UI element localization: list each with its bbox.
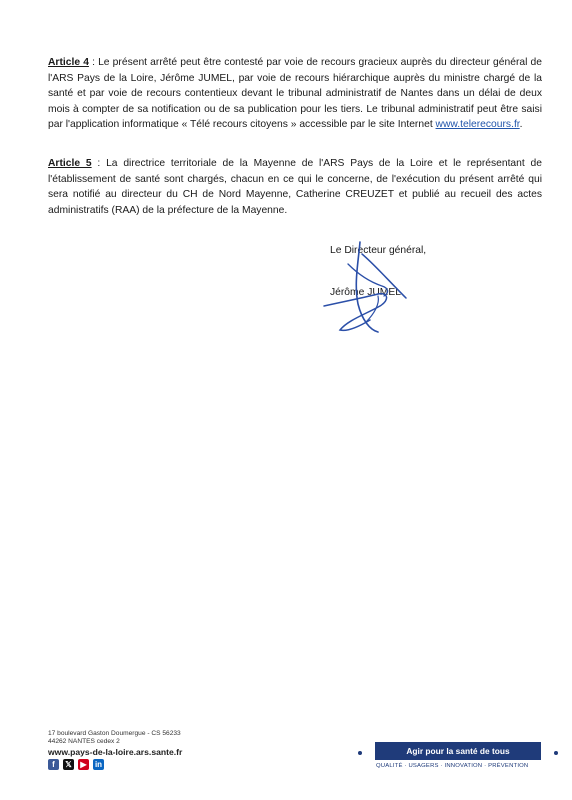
x-icon[interactable]: 𝕏	[63, 759, 74, 770]
decor-dot-right	[554, 751, 558, 755]
handwritten-signature	[318, 234, 438, 340]
slogan-subtitle: QUALITÉ · USAGERS · INNOVATION · PRÉVENTION	[376, 763, 529, 769]
article-4-label: Article 4	[48, 57, 89, 68]
facebook-icon[interactable]: f	[48, 759, 59, 770]
footer-address	[48, 730, 181, 747]
article-4-text: : Le présent arrêté peut être contesté par voie de recours gracieux auprès du directeur général de l'ARS Pays de la Loire, Jérôme JUMEL, par voie de recours hiérarchique auprès du ministre chargé de la santé et par voie de recours contentieux devant le tribunal administratif de Nantes dans un délai de deux mois à compter de sa notification ou de sa publication pour les tiers. Le tribunal administratif peut être saisi par l'application informatique « Télé recours citoyens » accessible par le site Internet	[48, 57, 542, 131]
website-link[interactable]: www.pays-de-la-loire.ars.sante.fr	[48, 747, 183, 757]
article-4-end: .	[519, 119, 523, 131]
signatory-name: Jérôme JUMEL	[330, 287, 401, 298]
article-5-text: : La directrice territoriale de la Mayenne de l'ARS Pays de la Loire et le représentant de l'établissement de santé sont chargés, chacun en ce qui le concerne, de l'exécution du présent arrêté qui sera notifié au directeur du CH de Nord Mayenne, Catherine CREUZET et publié au recueil des actes administratifs (RAA) de la préfecture de la Mayenne.	[48, 158, 543, 216]
address-line-2: 44262 NANTES cedex 2	[48, 738, 120, 746]
article-5	[48, 156, 542, 218]
signatory-title: Le Directeur général,	[330, 245, 427, 256]
social-links	[48, 759, 104, 770]
decor-dot-left	[358, 751, 362, 755]
telerecours-link[interactable]: www.telerecours.fr	[435, 119, 520, 131]
slogan-banner: Agir pour la santé de tous	[375, 742, 541, 760]
article-5-label: Article 5	[48, 158, 92, 169]
article-4	[48, 55, 542, 133]
address-line-1: 17 boulevard Gaston Doumergue - CS 56233	[48, 730, 181, 737]
youtube-icon[interactable]: ▶	[78, 759, 89, 770]
linkedin-icon[interactable]: in	[94, 760, 103, 769]
